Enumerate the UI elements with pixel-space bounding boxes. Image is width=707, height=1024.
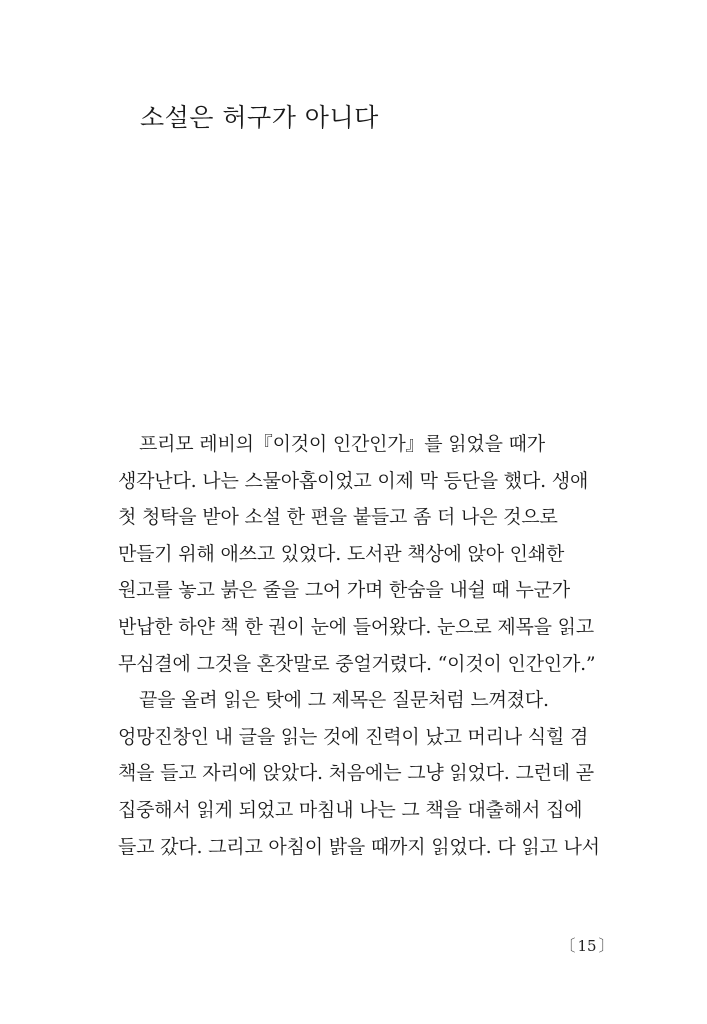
text-line-5: 원고를 놓고 붉은 줄을 그어 가며 한숨을 내쉴 때 누군가 [118,579,570,602]
text-line-7: 무심결에 그것을 혼잣말로 중얼거렸다. “이것이 인간인가.” [118,652,596,675]
chapter-title: 소설은 허구가 아니다 [140,103,379,132]
text-line-8: 끝을 올려 읽은 탓에 그 제목은 질문처럼 느껴졌다. [139,689,549,712]
text-line-1: 프리모 레비의『이것이 인간인가』를 읽었을 때가 [139,433,545,455]
text-line-6: 반납한 하얀 책 한 권이 눈에 들어왔다. 눈으로 제목을 읽고 [118,615,594,638]
text-line-4: 만들기 위해 애쓰고 있었다. 도서관 책상에 앉아 인쇄한 [118,542,565,565]
text-line-9: 엉망진창인 내 글을 읽는 것에 진력이 났고 머리나 식힐 겸 [118,725,589,748]
body-text [118,426,598,865]
text-line-10: 책을 들고 자리에 앉았다. 처음에는 그냥 읽었다. 그런데 곧 [118,762,594,785]
text-line-2: 생각난다. 나는 스물아홉이었고 이제 막 등단을 했다. 생애 [118,469,589,492]
text-line-12: 들고 갔다. 그리고 아침이 밝을 때까지 읽었다. 다 읽고 나서 [118,835,600,858]
page-number-value: 15 [577,937,597,955]
text-line-11: 집중해서 읽게 되었고 마침내 나는 그 책을 대출해서 집에 [118,798,583,821]
left-bracket-icon: 〔 [559,936,576,955]
right-bracket-icon: 〕 [598,936,615,955]
page-number [559,934,615,958]
text-line-3: 첫 청탁을 받아 소설 한 편을 붙들고 좀 더 나은 것으로 [118,506,558,529]
